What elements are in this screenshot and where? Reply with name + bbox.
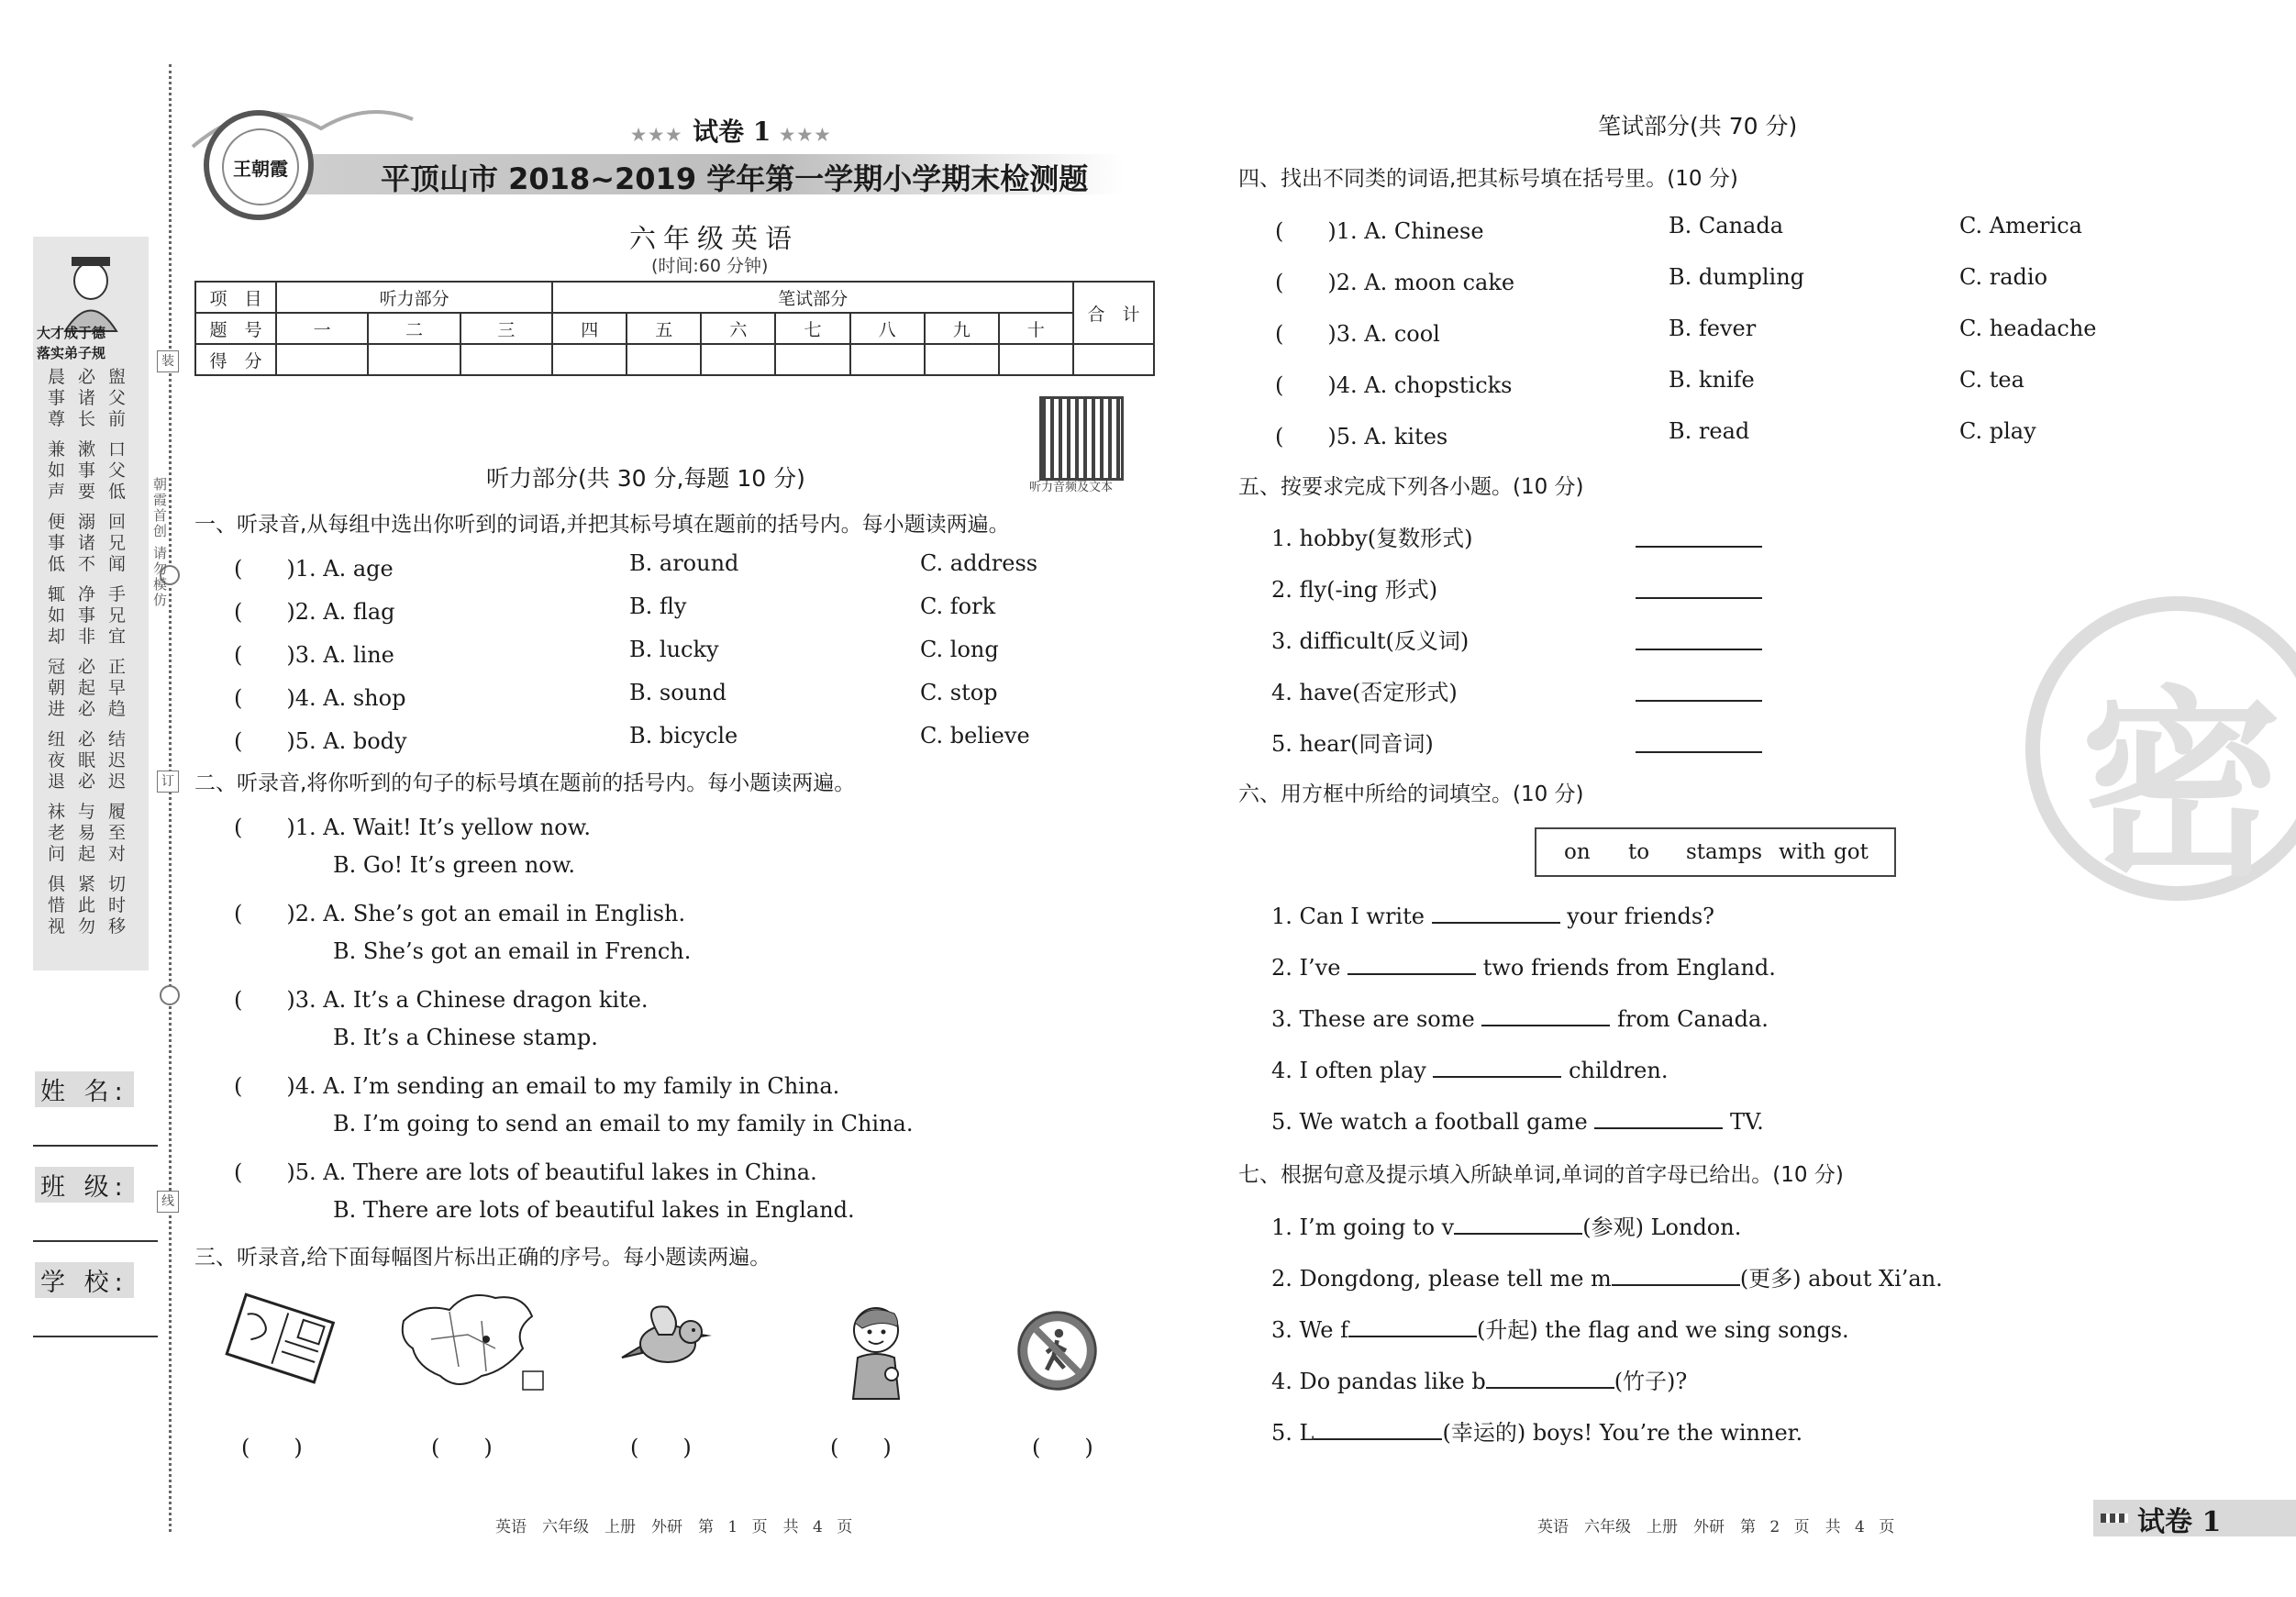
s7-question-2 — [1271, 1260, 1943, 1292]
poem-line: 惜此时 — [48, 895, 139, 915]
s4-option-b: B. dumpling — [1669, 264, 1805, 290]
s5-question-1: 1. hobby(复数形式) — [1271, 526, 1473, 551]
secret-seal-char: 密 — [2080, 669, 2283, 904]
picture-answer-3[interactable]: ( ) — [630, 1435, 692, 1460]
score-cell[interactable] — [1073, 344, 1154, 375]
answer-blank[interactable] — [1481, 1004, 1610, 1026]
answer-blank[interactable] — [1314, 1418, 1442, 1440]
answer-blank[interactable] — [1612, 1264, 1740, 1286]
s4-option-c: C. America — [1959, 213, 2082, 238]
s7-text-pre: 1. I’m going to v — [1271, 1214, 1455, 1240]
s1-option-b: B. bicycle — [629, 723, 738, 749]
s7-text-pre: 2. Dongdong, please tell me m — [1271, 1266, 1612, 1292]
scholar-figure-icon — [33, 244, 149, 336]
s4-option-c: C. tea — [1959, 367, 2024, 393]
poem-stanza — [48, 657, 139, 720]
s6-text-post: two friends from England. — [1482, 955, 1776, 981]
score-label-number: 题 号 — [195, 313, 276, 344]
s1-option-b: B. lucky — [629, 637, 719, 662]
cut-mark-3: 线 — [157, 1191, 179, 1213]
s5-question-2: 2. fly(-ing 形式) — [1271, 577, 1438, 603]
answer-blank[interactable] — [1433, 1056, 1561, 1078]
word-bank-word: with — [1779, 840, 1826, 864]
s1-option-c: C. address — [920, 550, 1038, 576]
s1-option-b: B. fly — [629, 593, 687, 619]
answer-blank[interactable] — [1636, 628, 1762, 650]
poem-line: 尊长前 — [48, 409, 139, 429]
score-cell[interactable] — [627, 344, 701, 375]
s4-question-1: ( )1. A. Chinese — [1275, 218, 1484, 244]
score-header-writing: 笔试部分 — [552, 282, 1073, 313]
score-question-number: 三 — [460, 313, 552, 344]
score-cell[interactable] — [460, 344, 552, 375]
school-field-line[interactable] — [33, 1336, 158, 1337]
answer-blank[interactable] — [1636, 680, 1762, 702]
s1-option-c: C. fork — [920, 593, 996, 619]
score-header-listening: 听力部分 — [276, 282, 552, 313]
boy-picture — [826, 1293, 936, 1403]
poem-stanza — [48, 439, 139, 503]
answer-blank[interactable] — [1454, 1213, 1582, 1235]
s5-question-4: 4. have(否定形式) — [1271, 680, 1458, 705]
s6-question-1 — [1271, 902, 1714, 929]
s6-text-pre: 1. Can I write — [1271, 904, 1425, 929]
s2-question-1-b: B. Go! It’s green now. — [333, 852, 576, 878]
s6-text-pre: 2. I’ve — [1271, 955, 1341, 981]
name-field-line[interactable] — [33, 1145, 158, 1147]
poem-line: 问起对 — [48, 844, 139, 864]
s1-question-4: ( )4. A. shop — [234, 685, 406, 711]
poem-line: 老易至 — [48, 823, 139, 843]
poem-line: 便溺回 — [48, 512, 139, 532]
score-header-item: 项 目 — [195, 282, 276, 313]
section-2-instructions: 二、听录音,将你听到的句子的标号填在题前的括号内。每小题读两遍。 — [194, 771, 856, 795]
answer-blank[interactable] — [1486, 1367, 1614, 1389]
sidebar-poem-lines — [48, 367, 139, 947]
picture-answer-2[interactable]: ( ) — [431, 1435, 493, 1460]
subject-title: 六年级英语 — [629, 223, 800, 254]
poem-line: 晨必盥 — [48, 367, 139, 387]
writing-title: 笔试部分(共 70 分) — [1598, 113, 1798, 139]
s7-question-4 — [1271, 1363, 1687, 1395]
poem-stanza — [48, 874, 139, 937]
s4-option-c: C. play — [1959, 418, 2036, 444]
brand-logo — [204, 110, 314, 220]
s2-question-2-a: ( )2. A. She’s got an email in English. — [234, 901, 686, 926]
score-question-number: 六 — [701, 313, 775, 344]
s2-question-5-b: B. There are lots of beautiful lakes in England. — [333, 1197, 855, 1223]
poem-stanza — [48, 729, 139, 793]
s2-question-4-b: B. I’m going to send an email to my family in China. — [333, 1111, 914, 1137]
poem-line: 退必迟 — [48, 771, 139, 792]
s6-text-pre: 5. We watch a football game — [1271, 1109, 1588, 1135]
s1-question-2: ( )2. A. flag — [234, 599, 395, 625]
poem-line: 冠必正 — [48, 657, 139, 677]
word-bank-word: to — [1628, 840, 1650, 864]
score-question-number: 八 — [850, 313, 925, 344]
answer-blank[interactable] — [1636, 731, 1762, 753]
poem-line: 夜眠迟 — [48, 750, 139, 771]
binding-hole-2 — [160, 985, 180, 1005]
score-cell[interactable] — [775, 344, 849, 375]
cut-mark-1: 装 — [157, 350, 179, 372]
picture-answer-5[interactable]: ( ) — [1032, 1435, 1093, 1460]
poem-line: 低不闻 — [48, 554, 139, 574]
cut-mark-2: 订 — [157, 771, 179, 793]
answer-blank[interactable] — [1348, 1315, 1477, 1337]
logo-text: 王朝霞 — [222, 128, 299, 205]
s7-text-post: (竹子)? — [1614, 1369, 1688, 1394]
poem-stanza — [48, 367, 139, 430]
word-bank-word: got — [1834, 840, 1869, 864]
s4-option-b: B. read — [1669, 418, 1750, 444]
s2-question-1-a: ( )1. A. Wait! It’s yellow now. — [234, 815, 591, 840]
score-question-number: 四 — [552, 313, 627, 344]
binding-dashed-line — [169, 64, 172, 1532]
bird-picture — [613, 1284, 723, 1394]
section-6-instructions: 六、用方框中所给的词填空。(10 分) — [1238, 782, 1584, 806]
qr-caption: 听力音频及文本 — [1029, 481, 1114, 494]
postcard-picture — [225, 1284, 335, 1394]
stars-left-icon: ★★★ — [631, 126, 684, 145]
name-label: 姓 名: — [35, 1071, 134, 1107]
answer-blank[interactable] — [1636, 577, 1762, 599]
s1-option-b: B. sound — [629, 680, 727, 705]
score-cell[interactable] — [850, 344, 925, 375]
s7-text-pre: 5. L — [1271, 1420, 1314, 1446]
answer-blank[interactable] — [1432, 902, 1560, 924]
sidebar-motto-1: 大才成于德 — [37, 325, 106, 341]
score-question-number: 二 — [368, 313, 460, 344]
paper-number — [631, 112, 833, 149]
score-header-total: 合 计 — [1073, 282, 1154, 344]
poem-line: 辄净手 — [48, 584, 139, 604]
s7-text-post: (升起) the flag and we sing songs. — [1476, 1317, 1849, 1343]
section-1-instructions: 一、听录音,从每组中选出你听到的词语,并把其标号填在题前的括号内。每小题读两遍。 — [194, 513, 1010, 537]
s6-text-post: children. — [1569, 1058, 1669, 1083]
s1-option-b: B. around — [629, 550, 739, 576]
sidebar-motto-2: 落实弟子规 — [37, 345, 106, 361]
s1-question-1: ( )1. A. age — [234, 556, 394, 582]
poem-stanza — [48, 512, 139, 575]
s4-question-3: ( )3. A. cool — [1275, 321, 1440, 347]
footer-left: 英语 六年级 上册 外研 第 1 页 共 4 页 — [495, 1518, 853, 1536]
poem-line: 俱紧切 — [48, 874, 139, 894]
score-question-number: 九 — [925, 313, 999, 344]
answer-blank[interactable] — [1594, 1107, 1723, 1129]
s7-question-3 — [1271, 1312, 1849, 1344]
poem-line: 进必趋 — [48, 699, 139, 719]
s2-question-3-a: ( )3. A. It’s a Chinese dragon kite. — [234, 987, 649, 1013]
answer-blank[interactable] — [1636, 526, 1762, 548]
s7-text-pre: 3. We f — [1271, 1317, 1348, 1343]
poem-line: 朝起早 — [48, 678, 139, 698]
s6-question-4 — [1271, 1056, 1668, 1083]
word-bank-word: on — [1564, 840, 1591, 864]
score-cell[interactable] — [925, 344, 999, 375]
poem-line: 事诸父 — [48, 388, 139, 408]
china-map-picture — [394, 1284, 550, 1394]
answer-blank[interactable] — [1348, 953, 1476, 975]
paper-number-text: 试卷 1 — [693, 116, 771, 147]
s6-text-pre: 4. I often play — [1271, 1058, 1426, 1083]
score-table — [194, 281, 1155, 376]
no-walking-sign-picture — [1014, 1307, 1101, 1394]
s7-text-post: (幸运的) boys! You’re the winner. — [1442, 1420, 1803, 1446]
section-4-instructions: 四、找出不同类的词语,把其标号填在括号里。(10 分) — [1238, 167, 1738, 191]
poem-line: 纽必结 — [48, 729, 139, 749]
word-bank-box — [1535, 827, 1896, 877]
s7-text-post: (参观) London. — [1582, 1214, 1742, 1240]
s6-text-pre: 3. These are some — [1271, 1006, 1475, 1032]
corner-paper-number: 试卷 1 — [2137, 1506, 2222, 1538]
s6-text-post: from Canada. — [1616, 1006, 1769, 1032]
s2-question-5-a: ( )5. A. There are lots of beautiful lakes in China. — [234, 1159, 817, 1185]
section-7-instructions: 七、根据句意及提示填入所缺单词,单词的首字母已给出。(10 分) — [1238, 1163, 1844, 1187]
score-cell[interactable] — [368, 344, 460, 375]
s6-question-5 — [1271, 1107, 1764, 1135]
s4-option-c: C. radio — [1959, 264, 2048, 290]
poem-line: 视勿移 — [48, 916, 139, 937]
school-label: 学 校: — [35, 1262, 134, 1298]
poem-line: 袜与履 — [48, 802, 139, 822]
s5-question-3: 3. difficult(反义词) — [1271, 628, 1470, 654]
s6-question-2 — [1271, 953, 1776, 981]
s1-option-c: C. long — [920, 637, 999, 662]
score-cell[interactable] — [276, 344, 368, 375]
s7-question-1 — [1271, 1209, 1741, 1241]
s2-question-3-b: B. It’s a Chinese stamp. — [333, 1025, 598, 1050]
score-question-number: 一 — [276, 313, 368, 344]
poem-line: 声要低 — [48, 482, 139, 502]
s7-text-pre: 4. Do pandas like b — [1271, 1369, 1486, 1394]
s6-text-post: TV. — [1730, 1109, 1764, 1135]
s6-question-3 — [1271, 1004, 1769, 1032]
poem-line: 却非宜 — [48, 627, 139, 647]
score-question-number: 五 — [627, 313, 701, 344]
qr-code-icon[interactable] — [1039, 396, 1124, 481]
class-label: 班 级: — [35, 1167, 134, 1203]
picture-answer-4[interactable]: ( ) — [830, 1435, 892, 1460]
s7-question-5 — [1271, 1414, 1802, 1447]
score-question-number: 七 — [775, 313, 849, 344]
s2-question-2-b: B. She’s got an email in French. — [333, 938, 692, 964]
s1-option-c: C. stop — [920, 680, 998, 705]
s4-option-b: B. Canada — [1669, 213, 1784, 238]
poem-line: 如事兄 — [48, 605, 139, 626]
s4-question-2: ( )2. A. moon cake — [1275, 270, 1515, 295]
footer-right: 英语 六年级 上册 外研 第 2 页 共 4 页 — [1537, 1518, 1895, 1536]
s4-question-5: ( )5. A. kites — [1275, 424, 1448, 449]
exam-title: 平顶山市 2018~2019 学年第一学期小学期末检测题 — [381, 161, 1089, 196]
exam-time: (时间:60 分钟) — [651, 256, 769, 276]
s1-question-5: ( )5. A. body — [234, 728, 407, 754]
s4-option-c: C. headache — [1959, 316, 2097, 341]
score-cell[interactable] — [999, 344, 1073, 375]
score-cell[interactable] — [701, 344, 775, 375]
score-cell[interactable] — [552, 344, 627, 375]
s2-question-4-a: ( )4. A. I’m sending an email to my family in China. — [234, 1073, 840, 1099]
s4-option-b: B. fever — [1669, 316, 1757, 341]
listening-title: 听力部分(共 30 分,每题 10 分) — [486, 465, 805, 492]
section-3-instructions: 三、听录音,给下面每幅图片标出正确的序号。每小题读两遍。 — [194, 1246, 771, 1270]
score-question-number: 十 — [999, 313, 1073, 344]
s7-text-post: (更多) about Xi’an. — [1739, 1266, 1943, 1292]
poem-line: 兼漱口 — [48, 439, 139, 460]
s1-option-c: C. believe — [920, 723, 1030, 749]
s5-question-5: 5. hear(同音词) — [1271, 731, 1434, 757]
sidebar-vertical-note: 朝霞首创 请勿模仿 — [151, 477, 168, 608]
poem-stanza — [48, 584, 139, 648]
corner-dots-icon — [2101, 1514, 2128, 1523]
poem-stanza — [48, 802, 139, 865]
score-label-points: 得 分 — [195, 344, 276, 375]
s4-question-4: ( )4. A. chopsticks — [1275, 372, 1513, 398]
poem-line: 如事父 — [48, 460, 139, 481]
section-5-instructions: 五、按要求完成下列各小题。(10 分) — [1238, 475, 1584, 499]
stars-right-icon: ★★★ — [780, 126, 833, 145]
s6-text-post: your friends? — [1567, 904, 1715, 929]
s1-question-3: ( )3. A. line — [234, 642, 394, 668]
s4-option-b: B. knife — [1669, 367, 1755, 393]
word-bank-word: stamps — [1686, 840, 1763, 864]
class-field-line[interactable] — [33, 1240, 158, 1242]
poem-line: 事诸兄 — [48, 533, 139, 553]
picture-answer-1[interactable]: ( ) — [241, 1435, 303, 1460]
